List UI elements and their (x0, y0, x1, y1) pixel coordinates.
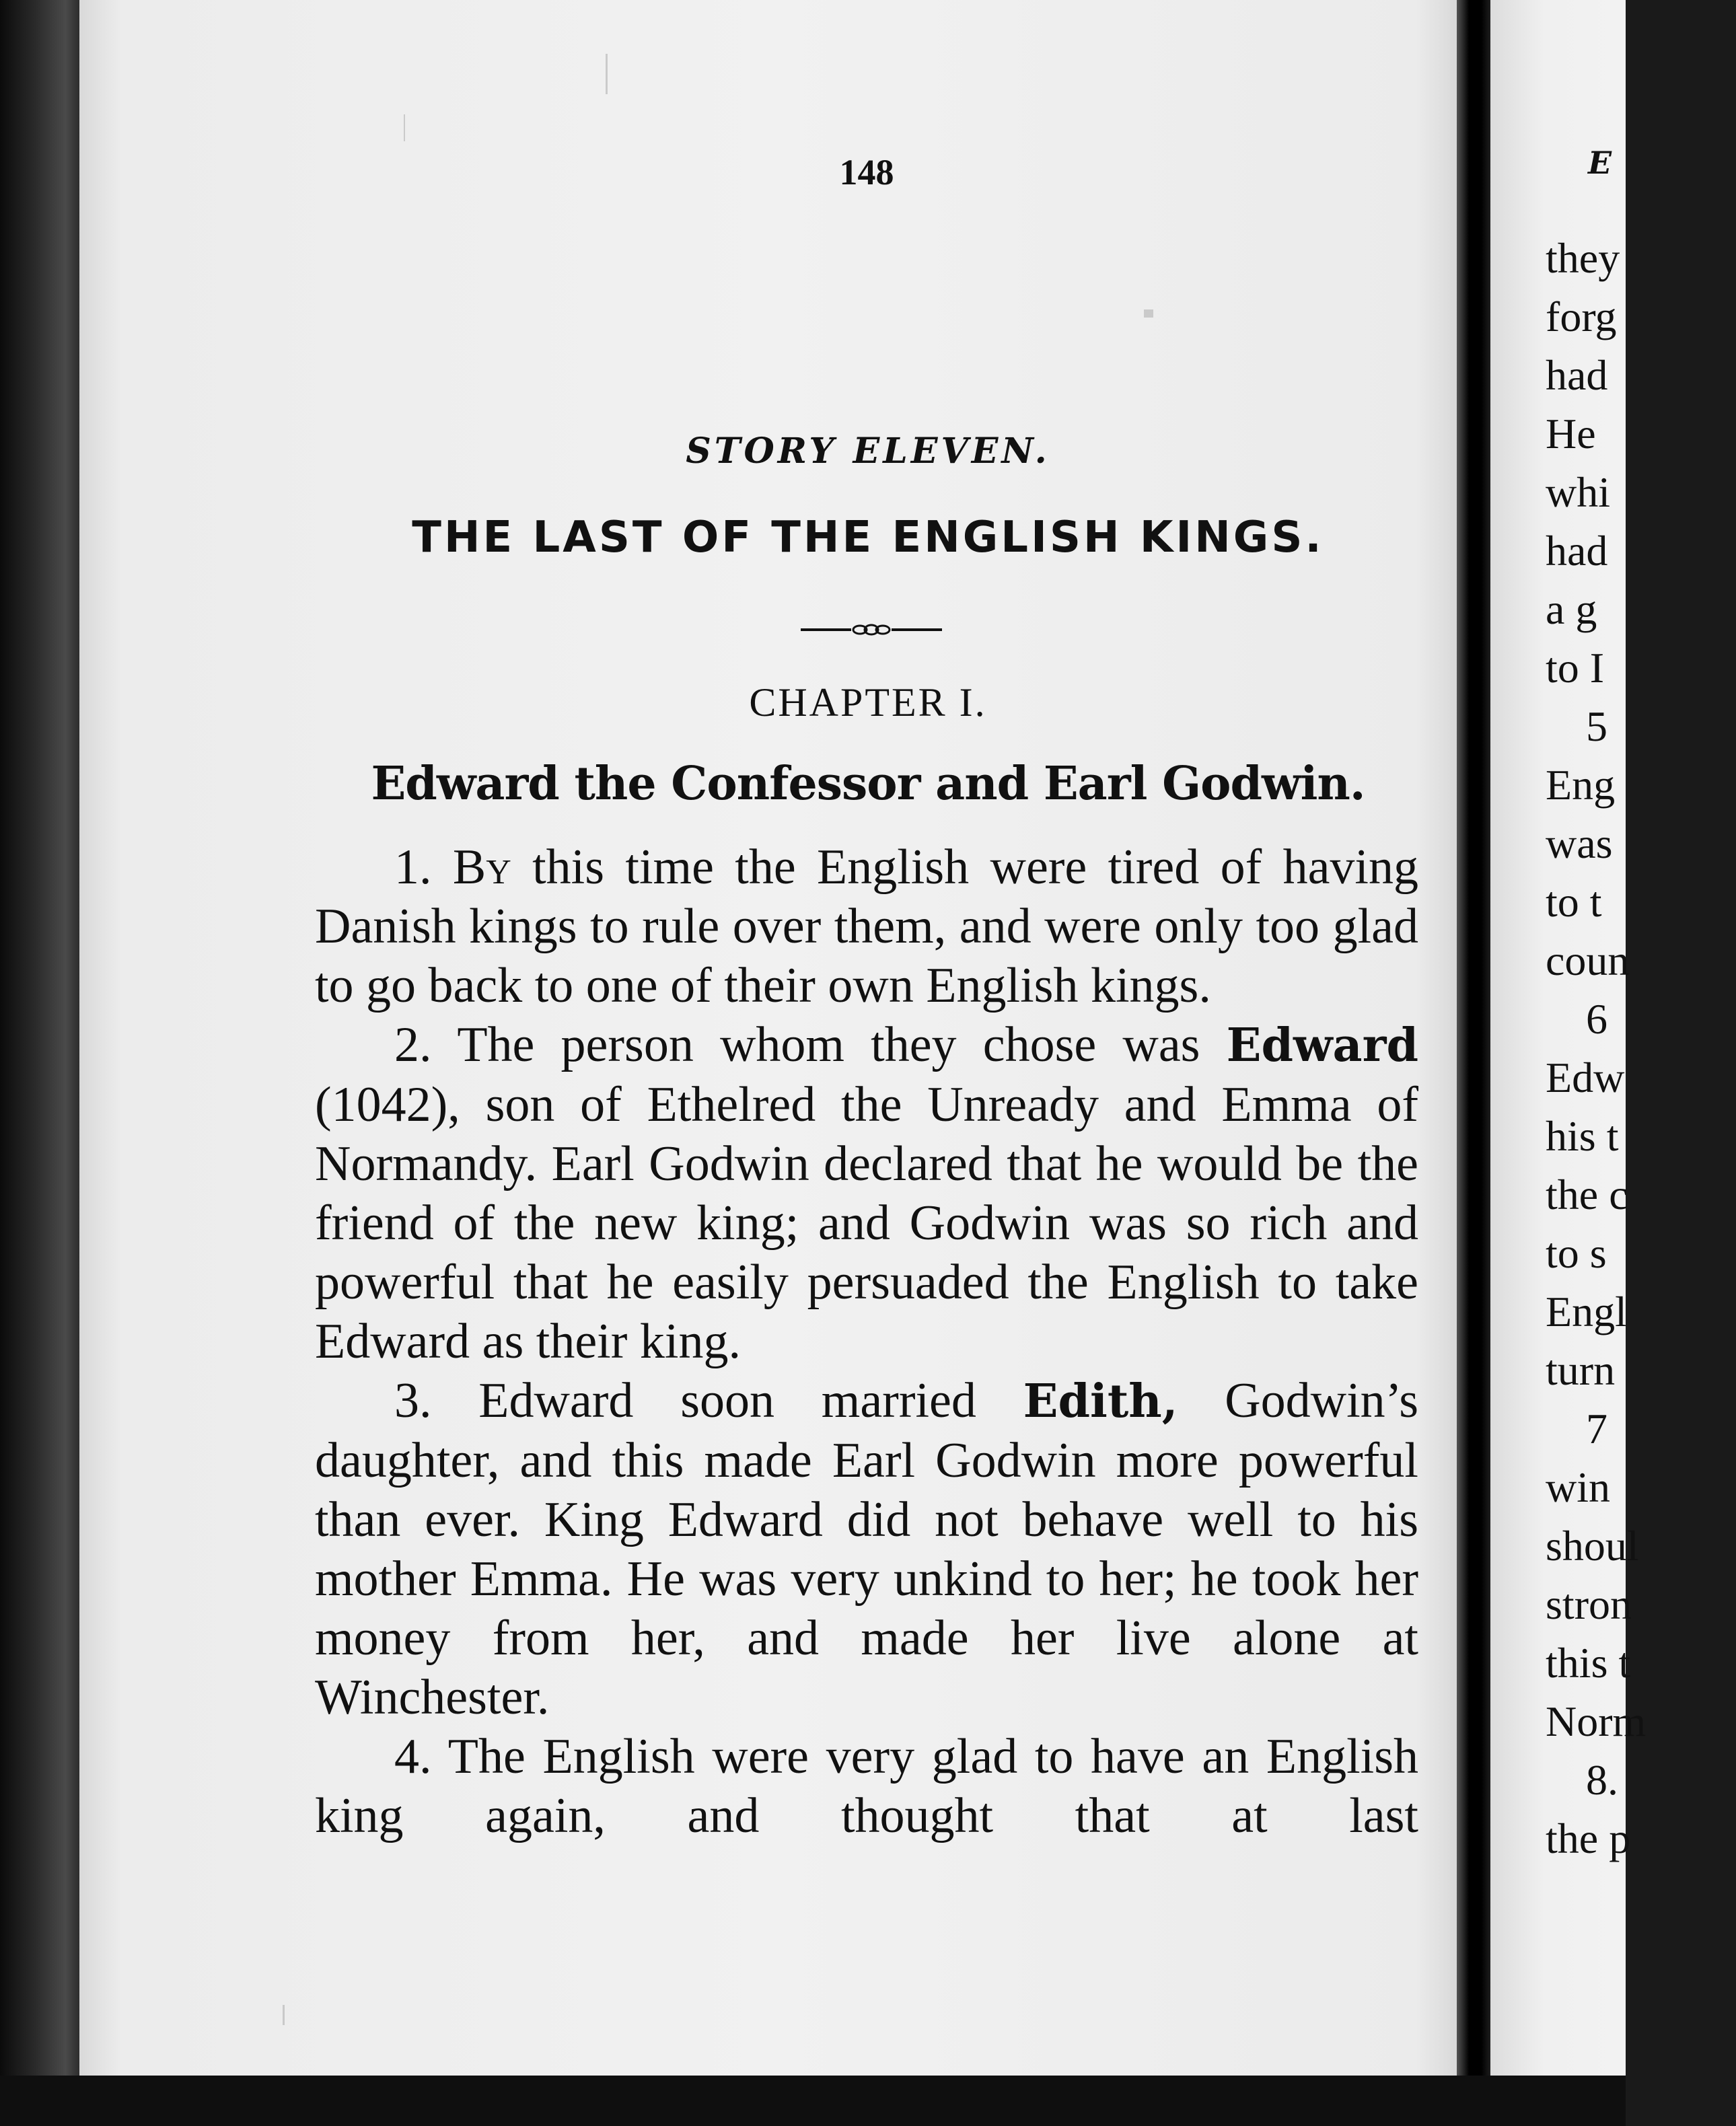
chapter-title: Edward the Confessor and Earl Godwin. (371, 757, 1365, 811)
paragraph-text: this time the English were tired of having Danish kings to rule over them, and were only too glad to go back to one of their own English kings. (315, 840, 1418, 1013)
paragraph-2 (315, 1015, 1418, 1371)
right-page-line: they (1546, 234, 1620, 282)
story-label: STORY ELEVEN. (686, 431, 1050, 472)
right-page-line: Edw (1546, 1054, 1625, 1101)
paragraph-text: (1042), son of Ethelred the Unready and Emma of Normandy. Earl Godwin declared that he would be the friend of the new king; and Godwin was so rich and powerful that he easily persuaded the English to take Edward as their king. (315, 1077, 1418, 1369)
right-page-line: win (1546, 1463, 1610, 1511)
right-page-header-fragment: E (1588, 145, 1612, 181)
right-page-text-fragments (1546, 229, 1694, 1868)
right-page-line: to I (1546, 644, 1605, 692)
story-title: THE LAST OF THE ENGLISH KINGS. (412, 513, 1324, 562)
right-page-line: to s (1546, 1229, 1607, 1277)
paragraph-text: 4. The English were very glad to have an English king again, and thought that at last (315, 1729, 1418, 1843)
right-page-line: to t (1546, 878, 1602, 926)
right-page-line: forg (1546, 293, 1617, 340)
right-page-line: the p (1546, 1815, 1631, 1862)
right-page-line: coun (1546, 937, 1630, 984)
paragraph-text: 3. Edward soon married (394, 1373, 1023, 1428)
bold-name-edith: Edith, (1023, 1374, 1178, 1428)
paragraph-lead: 1. By (394, 840, 511, 895)
bold-name-edward: Edward (1226, 1019, 1418, 1072)
scan-speck (404, 114, 405, 141)
right-page-line: 6 (1586, 995, 1607, 1043)
right-page-line: Eng (1546, 761, 1616, 809)
scan-speck (283, 2005, 285, 2025)
body-text (315, 838, 1418, 1845)
right-page-line: 8. (1586, 1756, 1618, 1804)
right-page-line: a g (1546, 585, 1597, 633)
right-page-line: was (1546, 819, 1613, 867)
right-page-line: the c (1546, 1171, 1628, 1218)
page-number: 148 (839, 152, 894, 192)
scan-speck (1144, 309, 1153, 318)
book-spine-edge (0, 0, 87, 2126)
paragraph-3 (315, 1371, 1418, 1727)
right-page-line: stron (1546, 1580, 1632, 1628)
right-page-line: 7 (1586, 1405, 1607, 1453)
ornamental-divider (801, 620, 942, 639)
right-page-line: this t (1546, 1639, 1631, 1687)
paragraph-1 (315, 838, 1418, 1015)
right-page-line: turn (1546, 1346, 1616, 1394)
paragraph-4 (315, 1727, 1418, 1845)
right-page-line: had (1546, 527, 1608, 575)
scan-speck (606, 54, 608, 94)
right-page-line: his t (1546, 1112, 1619, 1160)
bottom-edge (0, 2076, 1626, 2126)
right-page-line: had (1546, 351, 1608, 399)
right-page-line: whi (1546, 468, 1610, 516)
book-gutter (1457, 0, 1492, 2079)
right-page-line: Engl (1546, 1288, 1627, 1335)
right-page-line: 5 (1586, 702, 1607, 750)
right-page-line: Norm (1546, 1697, 1647, 1745)
right-page-line: He (1546, 410, 1596, 457)
paragraph-text: 2. The person whom they chose was (394, 1017, 1227, 1072)
right-page-line: shoul (1546, 1522, 1639, 1570)
chapter-label: CHAPTER I. (749, 680, 987, 725)
paragraph-text: Godwin’s daughter, and this made Earl Godwin more powerful than ever. King Edward did not behave well to his mother Emma. He was very unkind to her; he took her money from her, and made her live alone at Winchester. (315, 1373, 1418, 1725)
